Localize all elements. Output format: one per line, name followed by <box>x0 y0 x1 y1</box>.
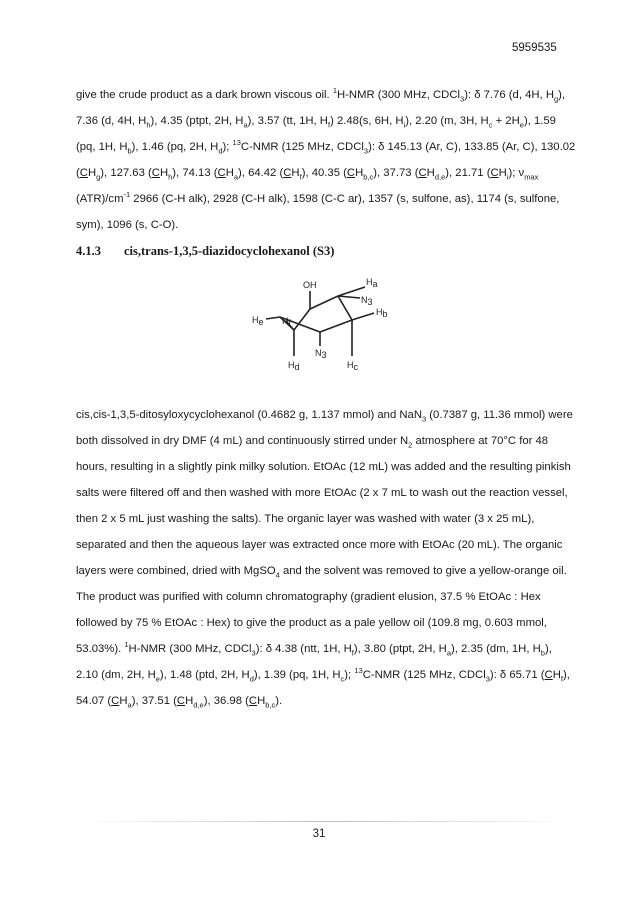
label-hb-sub: b <box>382 309 388 319</box>
svg-text:OH <box>303 280 317 290</box>
svg-text:Ha <box>366 277 378 289</box>
label-hf-sub: f <box>288 318 292 328</box>
svg-text:Hc <box>347 360 359 372</box>
svg-text:He <box>252 315 264 327</box>
chemical-structure-diagram <box>230 272 420 384</box>
label-n3-right: N <box>361 295 368 305</box>
footer-divider <box>76 821 576 822</box>
label-he-sub: e <box>258 317 264 327</box>
section-title: cis,trans-1,3,5-diazidocyclohexanol (S3) <box>124 244 335 258</box>
svg-text:N3 <box>361 295 373 307</box>
label-hc-sub: c <box>353 362 358 372</box>
svg-text:Hf <box>282 316 292 328</box>
label-n3-right-sub: 3 <box>367 297 373 307</box>
label-he: H <box>252 315 259 325</box>
svg-text:Hb <box>376 307 388 319</box>
label-hd: H <box>288 360 295 370</box>
svg-text:N3 <box>315 348 327 360</box>
label-ha-sub: a <box>372 279 378 289</box>
page-number: 31 <box>312 828 326 840</box>
document-number: 5959535 <box>512 42 557 54</box>
paragraph-previous-compound: give the crude product as a dark brown viscous oil. $^1$H-NMR (300 MHz, CDCl$_3$): δ 7.76 (d, 4H, $H_g$), 7.36 (d, 4H, $H_h$), 4.35 (ptpt, 2H, $H_a$), 3.57 (tt, 1H, $H_f$) 2.48(s, 6H, $H_i$), 2.20 (m, 3H, $H_c + 2H_e$), 1.59 (pq, 1H, $H_b$), 1.46 (pq, 2H, $H_d$); $^{13}$C-NMR (125 MHz, CDCl$_3$): δ 145.13 (Ar, C), 133.85 (Ar, C), 130.02 $(CH_g)$, 127.63 $(CH_h)$, 74.13 $(CH_a)$, 64.42 $(CH_f)$, 40.35 $(CH_{b,c})$, 37.73 $(CH_{d,e})$, 21.71 $(CH_i)$; $\nu_{max}$ $(ATR)/cm^{-1}$ 2966 (C-H alk), 2928 (C-H alk), 1598 (C-C ar), 1357 (s, sulfone, as), 1174 (s, sulfone, sym), 1096 (s, C-O). <box>76 86 576 231</box>
label-hc: H <box>347 360 354 370</box>
label-hd-sub: d <box>294 362 300 372</box>
svg-text:Hd <box>288 360 300 372</box>
label-hf: H <box>282 316 289 326</box>
label-n3-bottom: N <box>315 348 322 358</box>
label-ha: H <box>366 277 373 287</box>
label-hb: H <box>376 307 383 317</box>
section-heading <box>76 244 334 259</box>
section-number: 4.1.3 <box>76 244 101 258</box>
label-n3-bottom-sub: 3 <box>321 350 327 360</box>
label-oh: OH <box>303 280 317 290</box>
paragraph-synthesis-procedure: cis,cis-1,3,5-ditosyloxycyclohexanol (0.4682 g, 1.137 mmol) and NaN$_3$ (0.7387 g, 11.36 mmol) were both dissolved in dry DMF (4 mL) and continuously stirred under $N_2$ atmosphere at 70°C for 48 hours, resulting in a slightly pink milky solution. EtOAc (12 mL) was added and the resulting pinkish salts were filtered off and then washed with more EtOAc (2 x 7 mL to wash out the reaction vessel, then 2 x 5 mL just washing the salts). The organic layer was washed with water (3 x 25 mL), separated and then the aqueous layer was extracted once more with EtOAc (20 mL). The organic layers were combined, dried with MgSO$_4$ and the solvent was removed to give a yellow-orange oil. The product was purified with column chromatography (gradient elusion, 37.5 % EtOAc : Hex followed by 75 % EtOAc : Hex) to give the product as a pale yellow oil (109.8 mg, 0.603 mmol, 53.03%). $^1$H-NMR (300 MHz, CDCl$_3$): δ 4.38 (ntt, 1H, $H_f$), 3.80 (ptpt, 2H, $H_a$), 2.35 (dm, 1H, $H_b$), 2.10 (dm, 2H, $H_e$), 1.48 (ptd, 2H, $H_d$), 1.39 (pq, 1H, $H_c$); $^{13}$C-NMR (125 MHz, CDCl$_3$): δ 65.71 $(CH_f)$, 54.07 $(CH_a)$, 37.51 $(CH_{d,e})$, 36.98 $(CH_{b,c})$. <box>76 409 573 710</box>
